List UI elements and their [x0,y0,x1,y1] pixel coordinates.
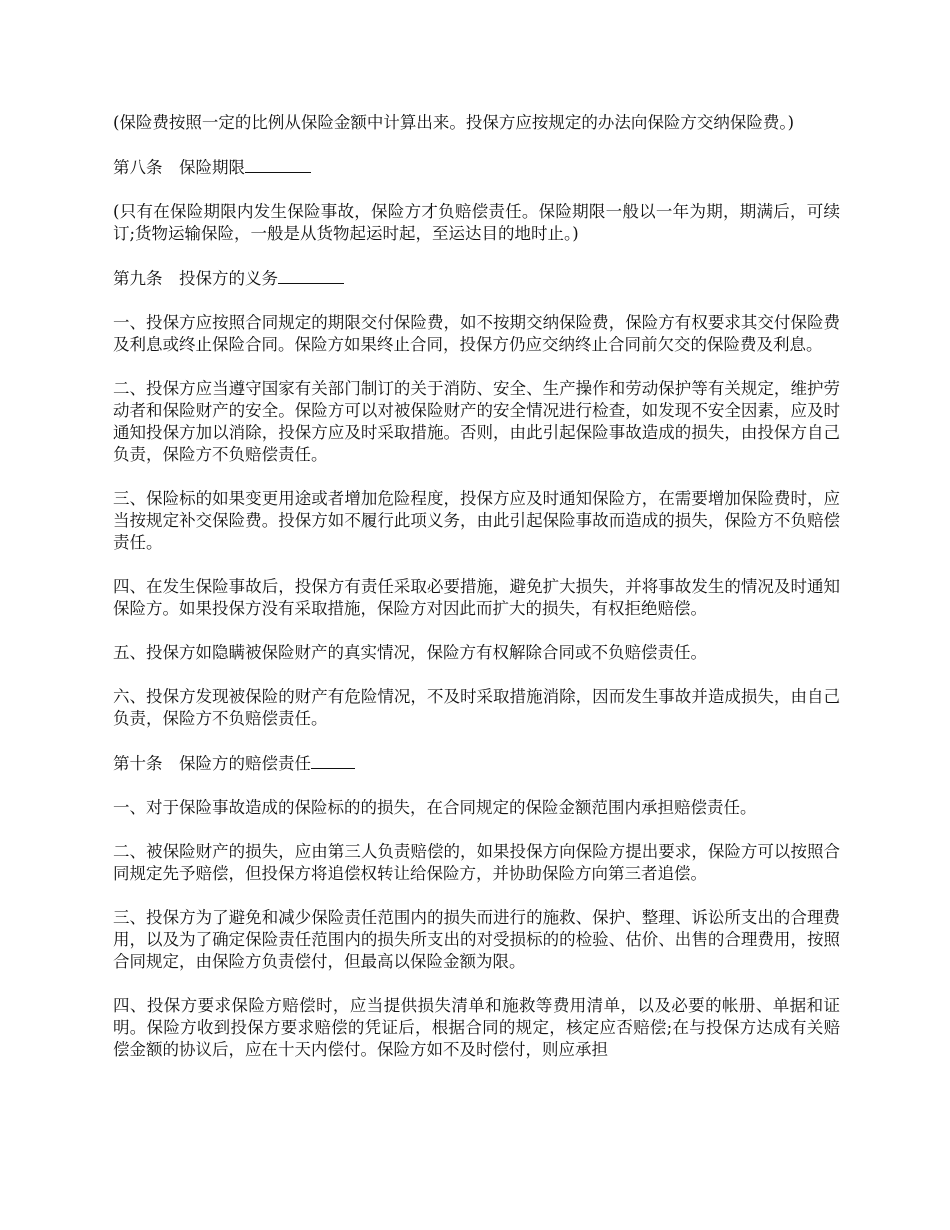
article-10-clause-2: 二、被保险财产的损失，应由第三人负责赔偿的，如果投保方向保险方提出要求，保险方可以按照合同规定先予赔偿，但投保方将追偿权转让给保险方，并协助保险方向第三者追偿。 [113,842,840,883]
article-9-title: 第九条 投保方的义务 [113,269,278,288]
article-8-blank-line [245,156,311,173]
article-9-clause-3: 三、保险标的如果变更用途或者增加危险程度，投保方应及时通知保险方，在需要增加保险费时，应当按规定补交保险费。投保方如不履行此项义务，由此引起保险事故而造成的损失，保险方不负赔偿责任。 [113,489,840,552]
article-10-clause-1: 一、对于保险事故造成的保险标的的损失，在合同规定的保险金额范围内承担赔偿责任。 [113,798,757,817]
article-9-heading [113,267,840,290]
article-9-clause-6: 六、投保方发现被保险的财产有危险情况，不及时采取措施消除，因而发生事故并造成损失，由自己负责，保险方不负赔偿责任。 [113,687,840,728]
article-9-clause-2: 二、投保方应当遵守国家有关部门制订的关于消防、安全、生产操作和劳动保护等有关规定，维护劳动者和保险财产的安全。保险方可以对被保险财产的安全情况进行检查，如发现不安全因素，应及时通知投保方加以消除，投保方应及时采取措施。否则，由此引起保险事故造成的损失，由投保方自己负责，保险方不负赔偿责任。 [113,379,840,464]
document-page [113,112,840,1083]
article-8-title: 第八条 保险期限 [113,158,245,177]
article-8-heading [113,156,840,179]
article-10-heading [113,752,840,775]
article-9-clause-1: 一、投保方应按照合同规定的期限交付保险费，如不按期交纳保险费，保险方有权要求其交付保险费及利息或终止保险合同。保险方如果终止合同，投保方仍应交纳终止合同前欠交的保险费及利息。 [113,313,840,354]
period-note: (只有在保险期限内发生保险事故，保险方才负赔偿责任。保险期限一般以一年为期，期满后，可续订;货物运输保险，一般是从货物起运时起，至运达目的地时止。) [113,202,840,243]
article-10-title: 第十条 保险方的赔偿责任 [113,754,311,773]
article-10-clause-3: 三、投保方为了避免和减少保险责任范围内的损失而进行的施救、保护、整理、诉讼所支出的合理费用，以及为了确定保险责任范围内的损失所支出的对受损标的的检验、估价、出售的合理费用，按照合同规定，由保险方负责偿付，但最高以保险金额为限。 [113,908,840,971]
article-10-blank-line [311,752,355,769]
article-9-blank-line [278,267,344,284]
premium-note: (保险费按照一定的比例从保险金额中计算出来。投保方应按规定的办法向保险方交纳保险费。) [113,113,795,132]
article-9-clause-4: 四、在发生保险事故后，投保方有责任采取必要措施，避免扩大损失，并将事故发生的情况及时通知保险方。如果投保方没有采取措施，保险方对因此而扩大的损失，有权拒绝赔偿。 [113,577,840,618]
article-10-clause-4: 四、投保方要求保险方赔偿时，应当提供损失清单和施救等费用清单，以及必要的帐册、单据和证明。保险方收到投保方要求赔偿的凭证后，根据合同的规定，核定应否赔偿;在与投保方达成有关赔偿金额的协议后，应在十天内偿付。保险方如不及时偿付，则应承担 [113,996,840,1059]
article-9-clause-5: 五、投保方如隐瞒被保险财产的真实情况，保险方有权解除合同或不负赔偿责任。 [113,643,707,662]
